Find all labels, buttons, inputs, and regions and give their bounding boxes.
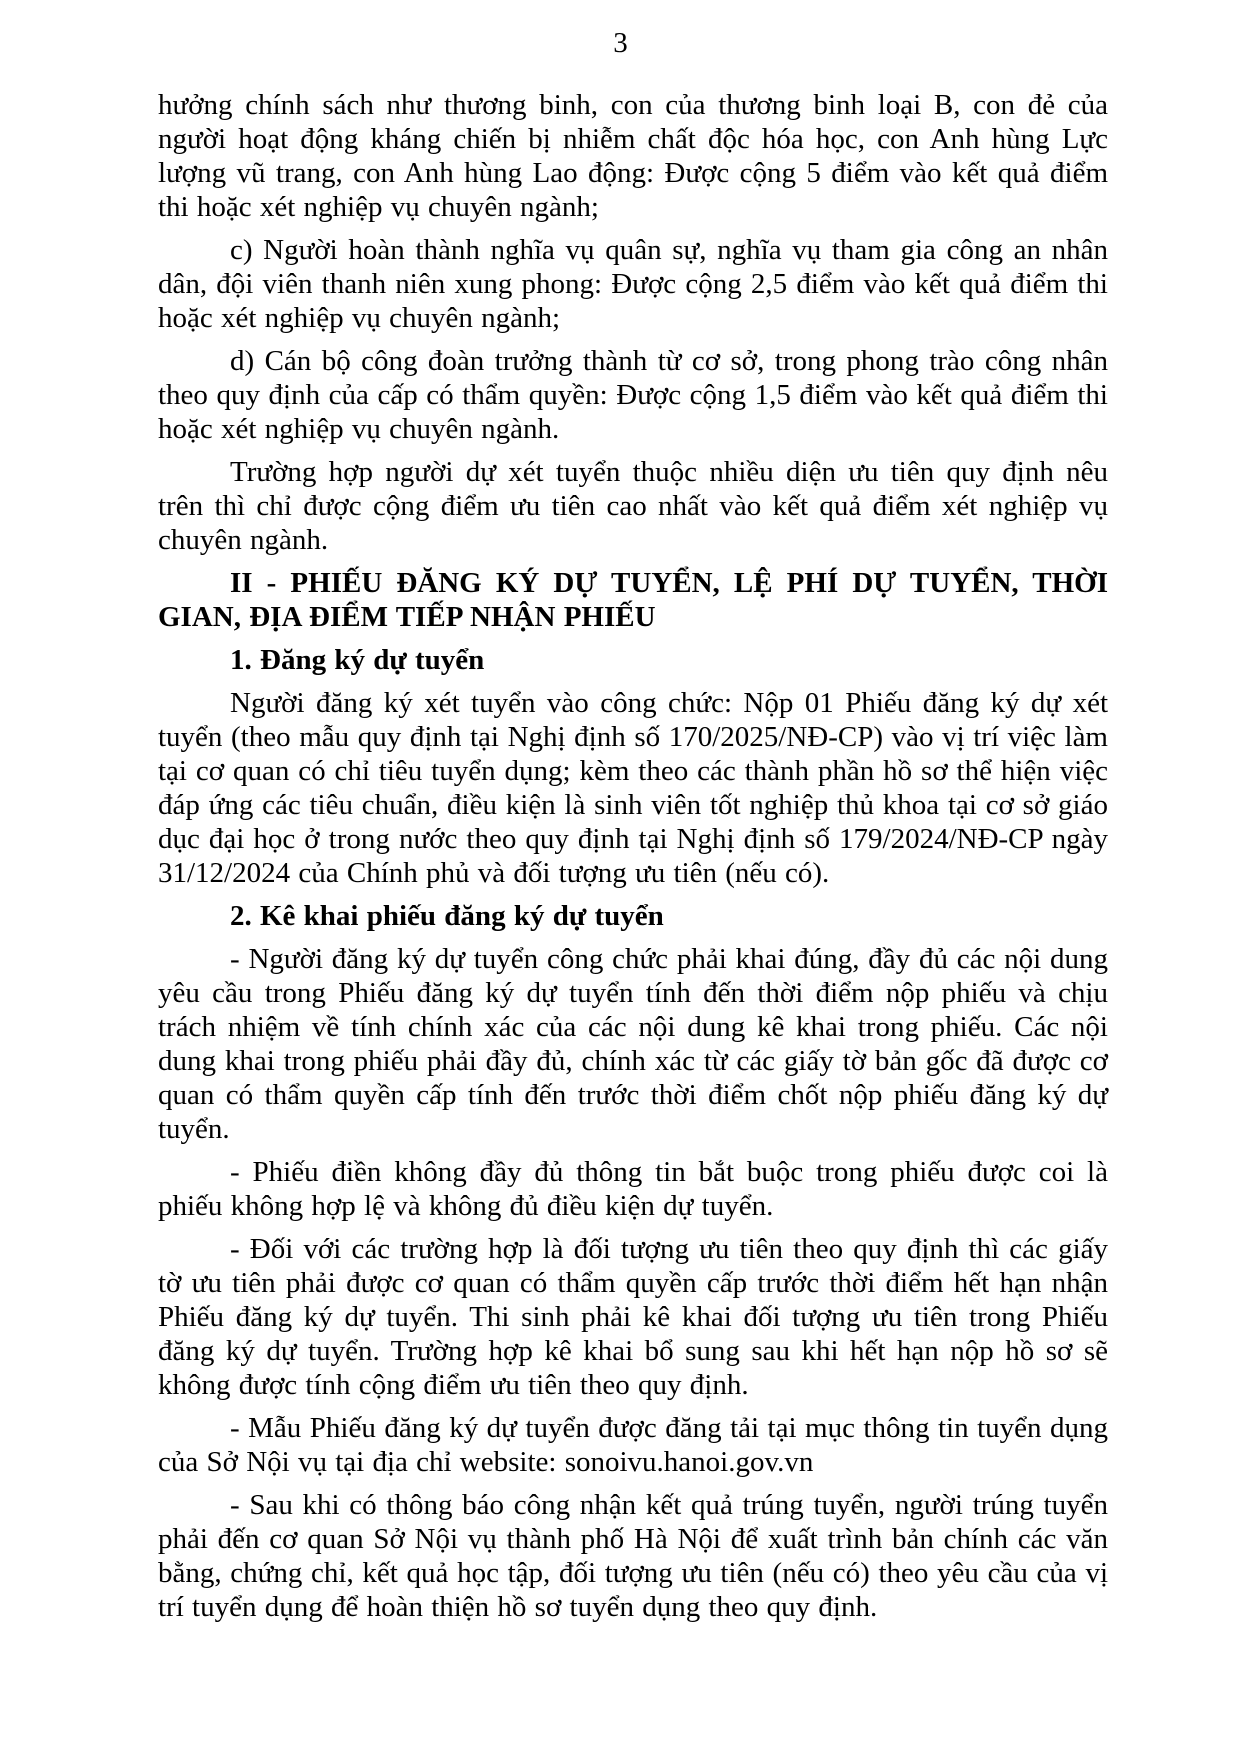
section-heading: II - PHIẾU ĐĂNG KÝ DỰ TUYỂN, LỆ PHÍ DỰ TUYỂN, THỜI GIAN, ĐỊA ĐIỂM TIẾP NHẬN PHIẾU bbox=[158, 567, 1108, 633]
subsection-heading: 1. Đăng ký dự tuyển bbox=[230, 644, 485, 676]
paragraph: - Người đăng ký dự tuyển công chức phải khai đúng, đầy đủ các nội dung yêu cầu trong Phiếu đăng ký dự tuyển tính đến thời điểm nộp phiếu và chịu trách nhiệm về tính chính xác của các nội dung kê khai trong phiếu. Các nội dung khai trong phiếu phải đầy đủ, chính xác từ các giấy tờ bản gốc đã được cơ quan có thẩm quyền cấp tính đến trước thời điểm chốt nộp phiếu đăng ký dự tuyển. bbox=[158, 943, 1108, 1145]
paragraph: hưởng chính sách như thương binh, con của thương binh loại B, con đẻ của người hoạt động kháng chiến bị nhiễm chất độc hóa học, con Anh hùng Lực lượng vũ trang, con Anh hùng Lao động: Được cộng 5 điểm vào kết quả điểm thi hoặc xét nghiệp vụ chuyên ngành; bbox=[158, 89, 1108, 223]
document-body bbox=[158, 88, 1108, 1633]
paragraph: d) Cán bộ công đoàn trưởng thành từ cơ sở, trong phong trào công nhân theo quy định của cấp có thẩm quyền: Được cộng 1,5 điểm vào kết quả điểm thi hoặc xét nghiệp vụ chuyên ngành. bbox=[158, 345, 1108, 445]
paragraph: - Sau khi có thông báo công nhận kết quả trúng tuyển, người trúng tuyển phải đến cơ quan Sở Nội vụ thành phố Hà Nội để xuất trình bản chính các văn bằng, chứng chỉ, kết quả học tập, đối tượng ưu tiên (nếu có) theo yêu cầu của vị trí tuyển dụng để hoàn thiện hồ sơ tuyển dụng theo quy định. bbox=[158, 1489, 1108, 1623]
paragraph: c) Người hoàn thành nghĩa vụ quân sự, nghĩa vụ tham gia công an nhân dân, đội viên thanh niên xung phong: Được cộng 2,5 điểm vào kết quả điểm thi hoặc xét nghiệp vụ chuyên ngành; bbox=[158, 234, 1108, 334]
page-number: 3 bbox=[613, 27, 628, 59]
paragraph: Trường hợp người dự xét tuyển thuộc nhiều diện ưu tiên quy định nêu trên thì chỉ được cộng điểm ưu tiên cao nhất vào kết quả điểm xét nghiệp vụ chuyên ngành. bbox=[158, 456, 1108, 556]
paragraph: - Đối với các trường hợp là đối tượng ưu tiên theo quy định thì các giấy tờ ưu tiên phải được cơ quan có thẩm quyền cấp trước thời điểm hết hạn nhận Phiếu đăng ký dự tuyển. Thi sinh phải kê khai đối tượng ưu tiên trong Phiếu đăng ký dự tuyển. Trường hợp kê khai bổ sung sau khi hết hạn nộp hồ sơ sẽ không được tính cộng điểm ưu tiên theo quy định. bbox=[158, 1233, 1108, 1401]
paragraph: - Phiếu điền không đầy đủ thông tin bắt buộc trong phiếu được coi là phiếu không hợp lệ và không đủ điều kiện dự tuyển. bbox=[158, 1156, 1108, 1222]
paragraph: - Mẫu Phiếu đăng ký dự tuyển được đăng tải tại mục thông tin tuyển dụng của Sở Nội vụ tại địa chỉ website: sonoivu.hanoi.gov.vn bbox=[158, 1412, 1108, 1478]
paragraph: Người đăng ký xét tuyển vào công chức: Nộp 01 Phiếu đăng ký dự xét tuyển (theo mẫu quy định tại Nghị định số 170/2025/NĐ-CP) vào vị trí việc làm tại cơ quan có chỉ tiêu tuyển dụng; kèm theo các thành phần hồ sơ thể hiện việc đáp ứng các tiêu chuẩn, điều kiện là sinh viên tốt nghiệp thủ khoa tại cơ sở giáo dục đại học ở trong nước theo quy định tại Nghị định số 179/2024/NĐ-CP ngày 31/12/2024 của Chính phủ và đối tượng ưu tiên (nếu có). bbox=[158, 687, 1108, 889]
subsection-heading: 2. Kê khai phiếu đăng ký dự tuyển bbox=[230, 900, 664, 932]
